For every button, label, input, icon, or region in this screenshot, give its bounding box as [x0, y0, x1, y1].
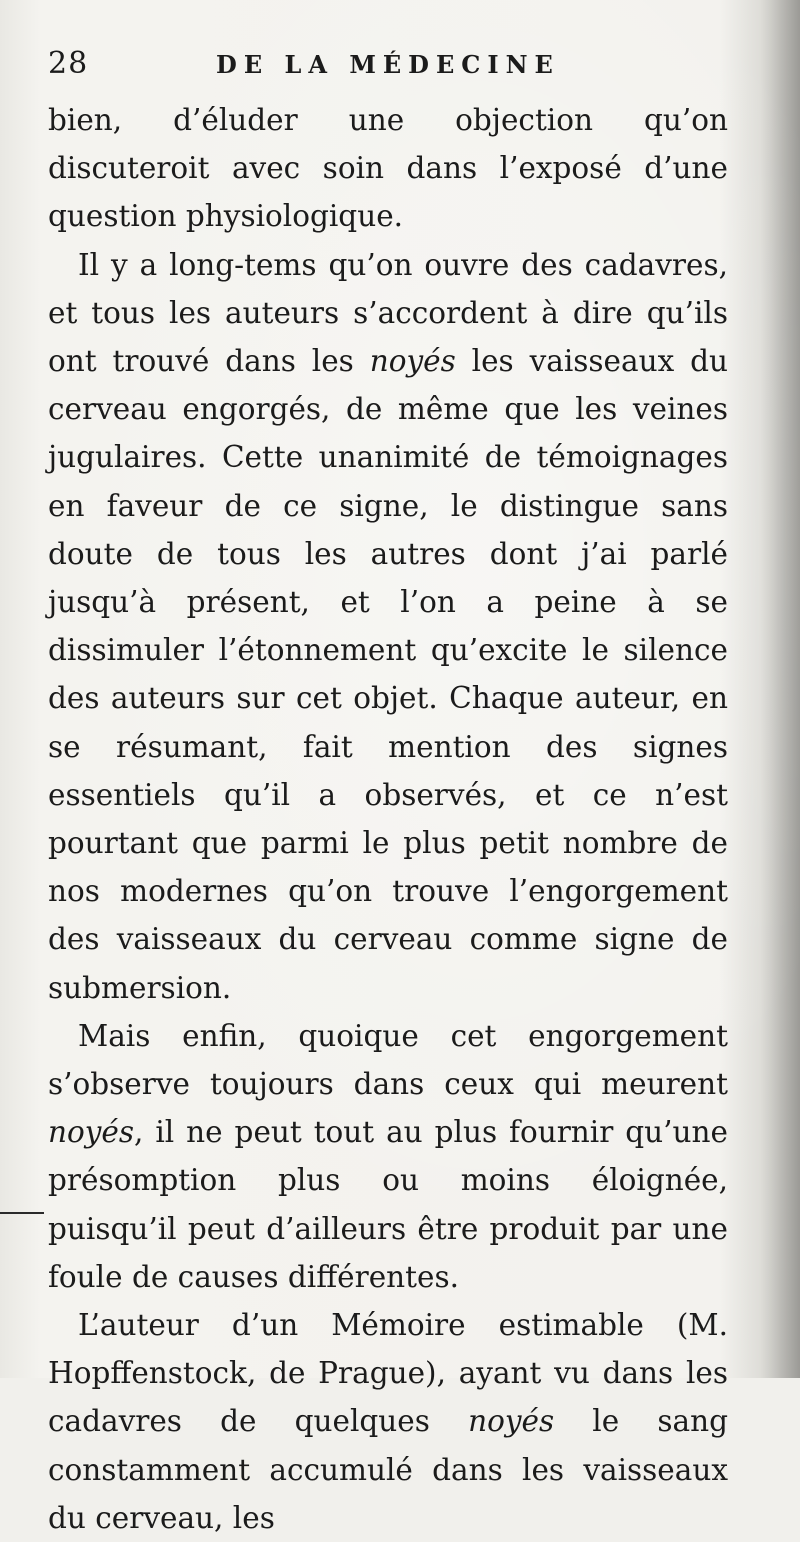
- italic-term: noyés: [48, 1115, 135, 1150]
- text-run: Il y a long-tems qu’on ouvre des cadavres, et tous les auteurs s’accordent à dire qu’ils ont trouvé dans les: [48, 247, 728, 379]
- paragraph: [48, 241, 728, 1012]
- italic-term: noyés: [468, 1404, 555, 1439]
- italic-term: noyés: [369, 344, 456, 379]
- running-head: [48, 46, 728, 86]
- paragraph: [48, 1301, 728, 1542]
- paragraph: [48, 96, 728, 241]
- text-run: bien, d’éluder une objection qu’on discuteroit avec soin dans l’exposé d’une question physiologique.: [48, 103, 728, 234]
- page-edge-shadow: [760, 0, 800, 1378]
- page-number: 28: [48, 46, 89, 81]
- text-run: Mais enfin, quoique cet engorgement s’observe toujours dans ceux qui meurent: [48, 1018, 728, 1102]
- text-run: L’auteur d’un Mémoire estimable (M. Hopffenstock, de Prague), ayant vu dans les cadavres de quelques: [48, 1308, 728, 1439]
- paragraph: [48, 1012, 728, 1301]
- margin-pen-stroke: [0, 1212, 44, 1214]
- body-text: [48, 96, 728, 1542]
- text-run: le sang constamment accumulé dans les vaisseaux du cerveau, les: [48, 1404, 728, 1535]
- text-run: les vaisseaux du cerveau engorgés, de même que les veines jugulaires. Cette unanimité de témoignages en faveur de ce signe, le distingue sans doute de tous les autres dont j’ai parlé jusqu’à présent, et l’on a peine à se dissimuler l’étonnement qu’excite le silence des auteurs sur cet objet. Chaque auteur, en se résumant, fait mention des signes essentiels qu’il a observés, et ce n’est pourtant que parmi le plus petit nombre de nos modernes qu’on trouve l’engorgement des vaisseaux du cerveau comme signe de submersion.: [48, 344, 728, 1005]
- text-run: , il ne peut tout au plus fournir qu’une présomption plus ou moins éloignée, puisqu’il peut d’ailleurs être produit par une foule de causes différentes.: [48, 1115, 728, 1294]
- running-title: DE LA MÉDECINE: [216, 50, 560, 79]
